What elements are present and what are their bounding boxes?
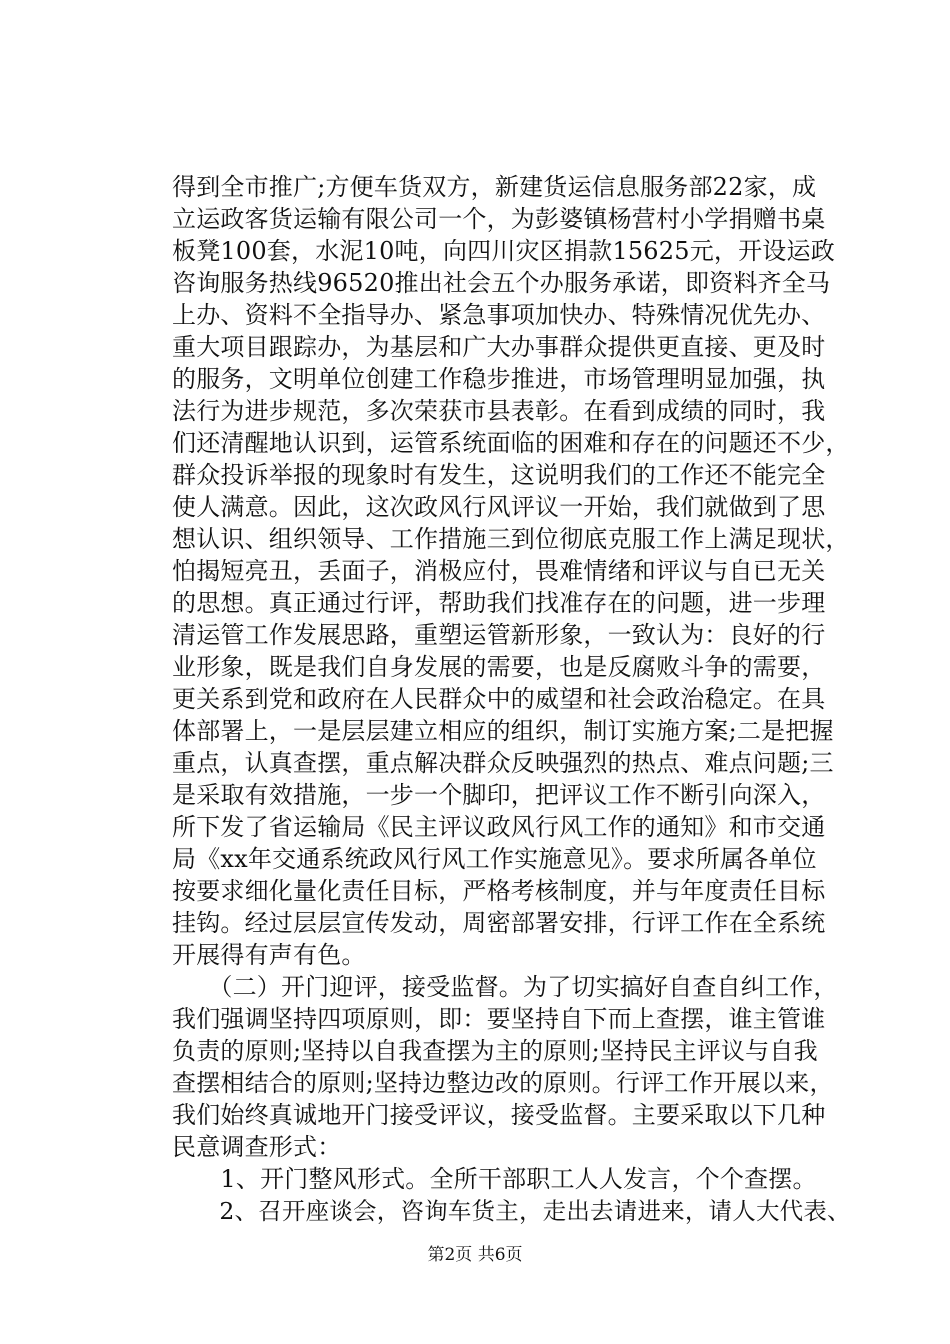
text-line: 挂钩。经过层层宣传发动，周密部署安排，行评工作在全系统 (172, 909, 826, 937)
text-line: 板凳100套，水泥10吨，向四川灾区捐款15625元，开设运政 (172, 237, 835, 265)
text-line: 所下发了省运输局《民主评议政风行风工作的通知》和市交通 (172, 813, 826, 841)
page-number-footer: 第2页 共6页 (427, 1245, 523, 1265)
text-line: 局《xx年交通系统政风行风工作实施意见》。要求所属各单位 (172, 845, 817, 873)
list-item-line: 2、召开座谈会，咨询车货主，走出去请进来，请人大代表、 (172, 1197, 851, 1225)
text-line: 咨询服务热线96520推出社会五个办服务承诺，即资料齐全马 (172, 269, 831, 297)
text-line: 的服务，文明单位创建工作稳步推进，市场管理明显加强，执 (172, 365, 826, 393)
text-line: 我们始终真诚地开门接受评议，接受监督。主要采取以下几种 (172, 1101, 826, 1129)
text-line: 我们强调坚持四项原则，即：要坚持自下而上查摆，谁主管谁 (172, 1005, 826, 1033)
text-line: 上办、资料不全指导办、紧急事项加快办、特殊情况优先办、 (172, 301, 826, 329)
text-line: 民意调查形式： (172, 1133, 342, 1161)
text-line: 群众投诉举报的现象时有发生，这说明我们的工作还不能完全 (172, 461, 826, 489)
text-line: 负责的原则;坚持以自我查摆为主的原则;坚持民主评议与自我 (172, 1037, 818, 1065)
text-line: 更关系到党和政府在人民群众中的威望和社会政治稳定。在具 (172, 685, 826, 713)
document-body (172, 171, 852, 1227)
text-line: 查摆相结合的原则;坚持边整边改的原则。行评工作开展以来， (172, 1069, 834, 1097)
text-line: 重大项目跟踪办，为基层和广大办事群众提供更直接、更及时 (172, 333, 826, 361)
text-line: 是采取有效措施，一步一个脚印，把评议工作不断引向深入， (172, 781, 826, 809)
text-line: 法行为进步规范，多次荣获市县表彰。在看到成绩的同时，我 (172, 397, 826, 425)
text-line: 们还清醒地认识到，运管系统面临的困难和存在的问题还不少， (172, 429, 850, 457)
text-line: 体部署上，一是层层建立相应的组织，制订实施方案;二是把握 (172, 717, 834, 745)
text-line: 业形象，既是我们自身发展的需要，也是反腐败斗争的需要， (172, 653, 826, 681)
text-line: 开展得有声有色。 (172, 941, 366, 969)
text-line: 立运政客货运输有限公司一个，为彭婆镇杨营村小学捐赠书桌 (172, 205, 826, 233)
list-item-line: 1、开门整风形式。全所干部职工人人发言，个个查摆。 (172, 1165, 817, 1193)
text-line: 怕揭短亮丑，丢面子，消极应付，畏难情绪和评议与自已无关 (172, 557, 826, 585)
text-line: 清运管工作发展思路，重塑运管新形象，一致认为：良好的行 (172, 621, 826, 649)
text-line: 的思想。真正通过行评，帮助我们找准存在的问题，进一步理 (172, 589, 826, 617)
text-line: 得到全市推广;方便车货双方，新建货运信息服务部22家，成 (172, 173, 817, 201)
text-line: 使人满意。因此，这次政风行风评议一开始，我们就做到了思 (172, 493, 826, 521)
section-heading-line: （二）开门迎评，接受监督。为了切实搞好自查自纠工作， (172, 973, 838, 1001)
text-line: 重点，认真查摆，重点解决群众反映强烈的热点、难点问题;三 (172, 749, 834, 777)
text-line: 按要求细化量化责任目标，严格考核制度，并与年度责任目标 (172, 877, 826, 905)
text-line: 想认识、组织领导、工作措施三到位彻底克服工作上满足现状， (172, 525, 850, 553)
